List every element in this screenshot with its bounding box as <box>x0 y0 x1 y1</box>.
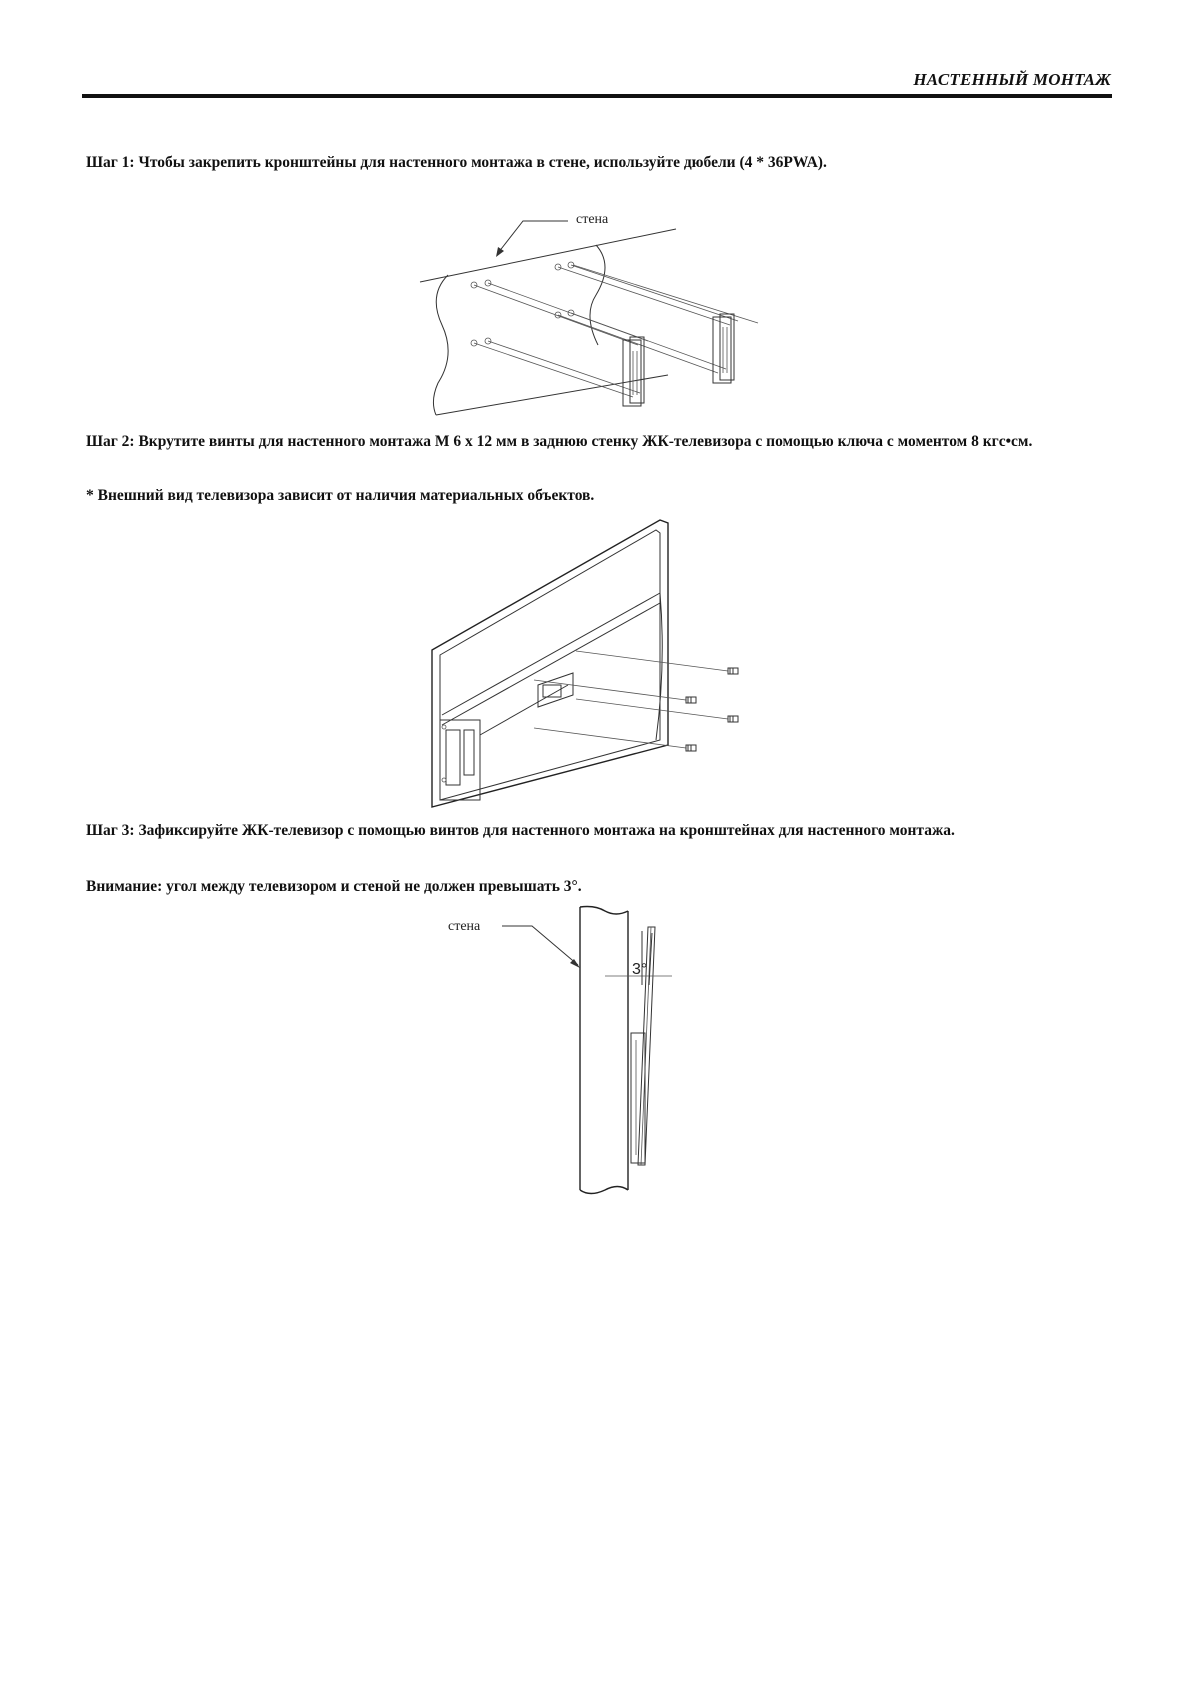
angle-warning: Внимание: угол между телевизором и стеной не должен превышать 3°. <box>86 878 582 895</box>
page-header-title: НАСТЕННЫЙ МОНТАЖ <box>913 70 1111 89</box>
mounting-screws <box>686 668 738 751</box>
wall-plane <box>420 229 676 415</box>
wall-label: стена <box>448 919 481 934</box>
wall-pointer <box>502 926 580 968</box>
wall-label: стена <box>576 212 609 227</box>
header-rule <box>82 94 1112 98</box>
figure-wall-brackets <box>418 205 758 420</box>
wall-pointer <box>496 221 568 257</box>
tv-body <box>432 520 668 807</box>
figure-side-tilt <box>440 905 680 1195</box>
angle-label: 3° <box>632 961 648 978</box>
wall-section <box>580 907 628 1194</box>
step-1-text: Шаг 1: Чтобы закрепить кронштейны для настенного монтажа в стене, используйте дюбели (4 * 36PWA). <box>86 154 827 171</box>
figure-tv-rear-screws <box>428 515 748 810</box>
drill-lines <box>474 265 758 397</box>
dowel-holes <box>471 262 574 346</box>
step-2-text: Шаг 2: Вкрутите винты для настенного монтажа М 6 x 12 мм в заднюю стенку ЖК-телевизора с помощью ключа с моментом 8 кгс•см. <box>86 433 1033 450</box>
step-3-text: Шаг 3: Зафиксируйте ЖК-телевизор с помощью винтов для настенного монтажа на кронштейнах для настенного монтажа. <box>86 822 955 839</box>
appearance-note: * Внешний вид телевизора зависит от наличия материальных объектов. <box>86 487 595 504</box>
bracket-left <box>623 337 644 406</box>
tv-back-panel <box>440 673 573 800</box>
screw-guide-lines <box>534 651 728 748</box>
